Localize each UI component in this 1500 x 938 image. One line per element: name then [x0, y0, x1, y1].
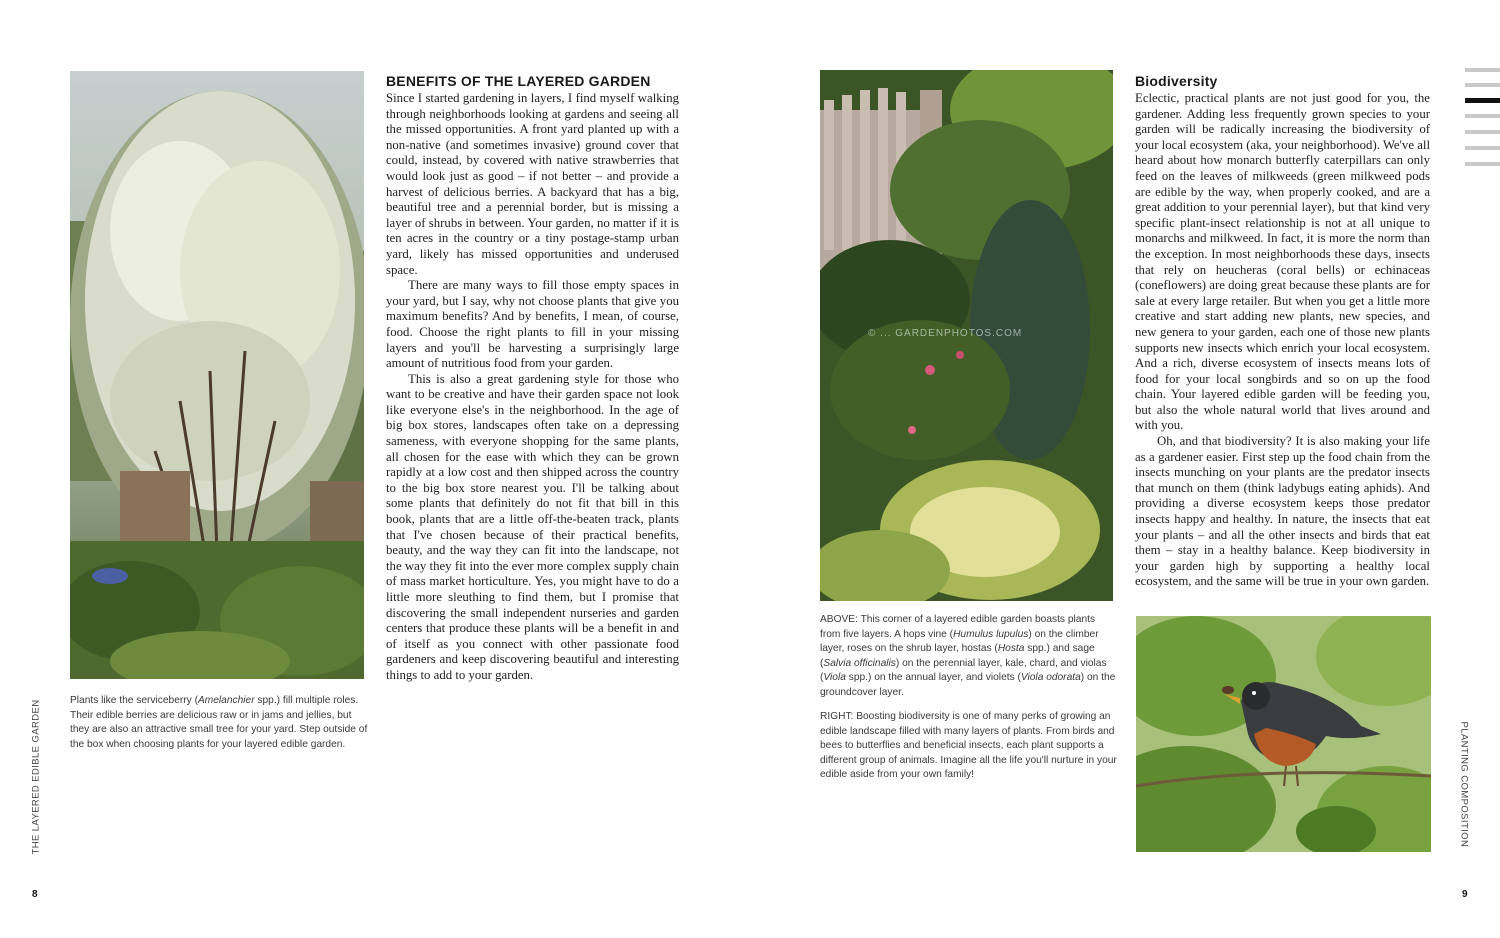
caption-text: ) on the groundcover layer.	[820, 672, 1116, 698]
chapter-tab-marker	[1465, 162, 1500, 166]
caption-species: Amelanchier	[197, 695, 255, 706]
article-body	[386, 91, 679, 684]
caption-paragraph	[820, 613, 1117, 700]
robin-photo	[1136, 616, 1431, 852]
caption-text: spp.) fill multiple roles. Their edible berries are delicious raw or in jams and jellies, but they are also an attractive small tree for your yard. Step outside of the box when choosing plants for your layered edible garden.	[70, 695, 368, 750]
article-body	[1135, 91, 1430, 590]
caption-species: Humulus lupulus	[953, 628, 1029, 640]
section-heading: Biodiversity	[1135, 73, 1218, 89]
caption-species: Salvia officinalis	[823, 657, 896, 669]
caption-text: ) on the climber layer, roses on the shrub layer, hostas (	[820, 628, 1099, 654]
caption-paragraph: RIGHT: Boosting biodiversity is one of many perks of growing an edible landscape filled with many layers of plants. From birds and bees to butterflies and beneficial insects, each plant supports a different group of animals. Imagine all the life you'll nurture in your edible aside from your own family!	[820, 711, 1117, 780]
page-number-left: 8	[32, 889, 38, 900]
serviceberry-photo	[70, 71, 364, 679]
body-paragraph: This is also a great gardening style for those who want to be creative and have their garden space not look like everyone else's in the neighborhood. In the age of big box stores, landscapes often take on a depressing sameness, with everyone shopping for the same plants, all chosen for the ease with which they can be grown rapidly at a low cost and then shipped across the country to the big box store nearest you. I'll be talking about some plants that definitely do not fit that bill in this book, plants that are a little off-the-beaten track, plants that I've chosen because of their practical benefits, beauty, and the way they can fit into the landscape, not the way they fit into the ever more complex supply chain of mass market horticulture. Yes, you might have to do a little more sleuthing to find them, but I promise that discovering the small independent nurseries and garden centers that produce these plants will be a benefit in and of itself as you connect with other passionate food gardeners and keep discovering beautiful and interesting things to add to your garden.	[386, 371, 679, 682]
body-paragraph: There are many ways to fill those empty spaces in your yard, but I say, why not choose plants that give you maximum benefits? And by benefits, I mean, of course, food. Choose the right plants to fill in your missing layers and you'll be harvesting a surprisingly large amount of nutritious food from your garden.	[386, 278, 679, 371]
chapter-tab-marker	[1465, 146, 1500, 150]
layered-garden-photo	[820, 70, 1113, 601]
body-paragraph: Eclectic, practical plants are not just good for you, the gardener. Adding less frequently grown species to your garden will be radically increasing the biodiversity of your local ecosystem (aka, your neighborhood). We've all heard about how monarch butterfly caterpillars can only feed on the leaves of milkweeds (green milkweed pods are edible by the way, when properly cooked, and are a great addition to your perennial layer), but that kind very specific plant-insect relationship is not at all unique to monarchs and milkweed. In fact, it is more the norm than the exception. In most neighborhoods these days, insects that rely on heucheras (coral bells) or echinaceas (coneflowers) are doing great because these plants are for sale at every large retailer. But when you get a little more creative and start adding new plants, new species, and new genera to your garden, each one of those new plants supports new insects which enrich your local ecosystem. And a rich, diverse ecosystem of insects means lots of food for your local songbirds and so on up the food chain. Your layered edible garden will be feeding you, but also the whole natural world that lives around and with you.	[1135, 91, 1430, 433]
serviceberry-caption	[70, 694, 370, 752]
chapter-tab-marker	[1465, 83, 1500, 87]
page-number-right: 9	[1462, 889, 1468, 900]
caption-text: spp.) and sage (	[820, 643, 1095, 669]
chapter-tab-marker-active	[1465, 98, 1500, 103]
body-paragraph: Since I started gardening in layers, I find myself walking through neighborhoods looking at gardens and seeing all the missed opportunities. A front yard planted up with a non-native (and sometimes invasive) ground cover that could, instead, by covered with native strawberries that would look just as good – if not better – and provide a harvest of delicious berries. A backyard that has a big, beautiful tree and a perennial border, but is missing a layer of shrubs in between. Your garden, no matter if it is ten acres in the country or a tiny postage-stamp urban yard, likely has missed opportunities and underused space.	[386, 91, 679, 277]
caption-species: Hosta	[997, 643, 1025, 654]
left-article	[386, 73, 679, 684]
running-head-right: PLANTING COMPOSITION	[1458, 721, 1470, 848]
caption-species: Viola odorata	[1020, 672, 1081, 683]
chapter-tab-marker	[1465, 130, 1500, 134]
body-paragraph: Oh, and that biodiversity? It is also making your life as a gardener easier. First step up the food chain from the insects munching on your plants are the predator insects that munch on them (think ladybugs eating aphids). And providing a diverse ecosystem keeps those predator insects happy and healthy. In nature, the insects that eat your plants – and all the other insects and birds that eat them – stay in a healthy balance. Keep biodiversity in your garden high by supporting a healthy local ecosystem, and the same will be true in your own garden.	[1135, 434, 1430, 589]
section-heading: BENEFITS OF THE LAYERED GARDEN	[386, 73, 651, 89]
photo-watermark: © ... GARDENPHOTOS.COM	[868, 328, 1023, 339]
caption-text: Plants like the serviceberry (	[70, 695, 198, 706]
caption-text: ) on the perennial layer, kale, chard, and violas (	[820, 657, 1107, 683]
running-head-left: THE LAYERED EDIBLE GARDEN	[30, 699, 42, 855]
caption-text: ABOVE: This corner of a layered edible garden boasts plants from five layers. A hops vine (	[820, 614, 1096, 640]
above-caption	[820, 613, 1117, 783]
chapter-tab-marker	[1465, 114, 1500, 118]
caption-text: spp.) on the annual layer, and violets (	[845, 672, 1021, 683]
caption-species: Viola	[823, 672, 846, 683]
right-article	[1135, 73, 1430, 590]
chapter-tab-marker	[1465, 68, 1500, 72]
